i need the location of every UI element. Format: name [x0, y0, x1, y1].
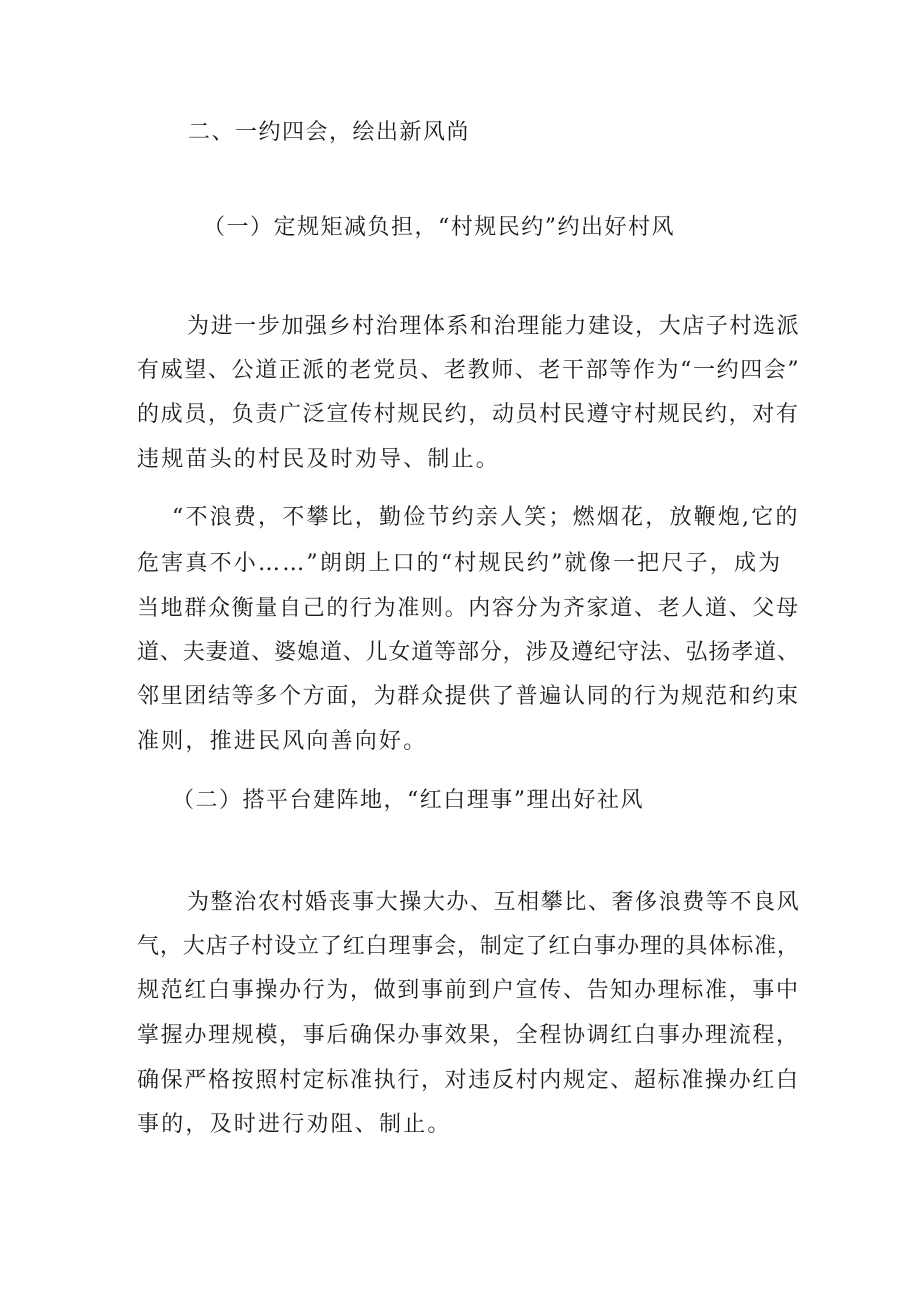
paragraph-line: 为进一步加强乡村治理体系和治理能力建设，大店子村选派 — [187, 314, 801, 339]
paragraph-line: 掌握办理规模，事后确保办事效果，全程协调红白事办理流程， — [137, 1023, 800, 1048]
paragraph-line: 规范红白事操办行为，做到事前到户宣传、告知办理标准，事中 — [137, 978, 800, 1003]
paragraph-line: 邻里团结等多个方面，为群众提供了普遍认同的行为规范和约束 — [137, 684, 800, 709]
paragraph-line: “不浪费，不攀比，勤俭节约亲人笑；燃烟花，放鞭炮,它的 — [172, 505, 800, 530]
paragraph-line: 道、夫妻道、婆媳道、儿女道等部分，涉及遵纪守法、弘扬孝道、 — [137, 640, 800, 665]
subsection-heading-1: （一）定规矩减负担，“村规民约”约出好村风 — [203, 215, 675, 240]
paragraph-line: 事的，及时进行劝阻、制止。 — [137, 1112, 452, 1137]
subsection-heading-2: （二）搭平台建阵地，“红白理事”理出好社风 — [172, 788, 644, 813]
paragraph-line: 的成员，负责广泛宣传村规民约，动员村民遵守村规民约，对有 — [137, 402, 800, 427]
paragraph-line: 违规苗头的村民及时劝导、制止。 — [137, 447, 501, 472]
paragraph-line: 为整治农村婚丧事大操大办、互相攀比、奢侈浪费等不良风 — [187, 890, 801, 915]
paragraph-line: 当地群众衡量自己的行为准则。内容分为齐家道、老人道、父母 — [137, 596, 800, 621]
paragraph-line: 有威望、公道正派的老党员、老教师、老干部等作为“一约四会” — [137, 358, 801, 383]
section-heading: 二、一约四会，绘出新风尚 — [188, 120, 471, 145]
paragraph-line: 准则，推进民风向善向好。 — [137, 729, 428, 754]
paragraph-line: 确保严格按照村定标准执行，对违反村内规定、超标准操办红白 — [137, 1068, 800, 1093]
paragraph-line: 气，大店子村设立了红白理事会，制定了红白事办理的具体标准， — [137, 934, 800, 959]
paragraph-line: 危害真不小……”朗朗上口的“村规民约”就像一把尺子，成为 — [137, 551, 783, 576]
